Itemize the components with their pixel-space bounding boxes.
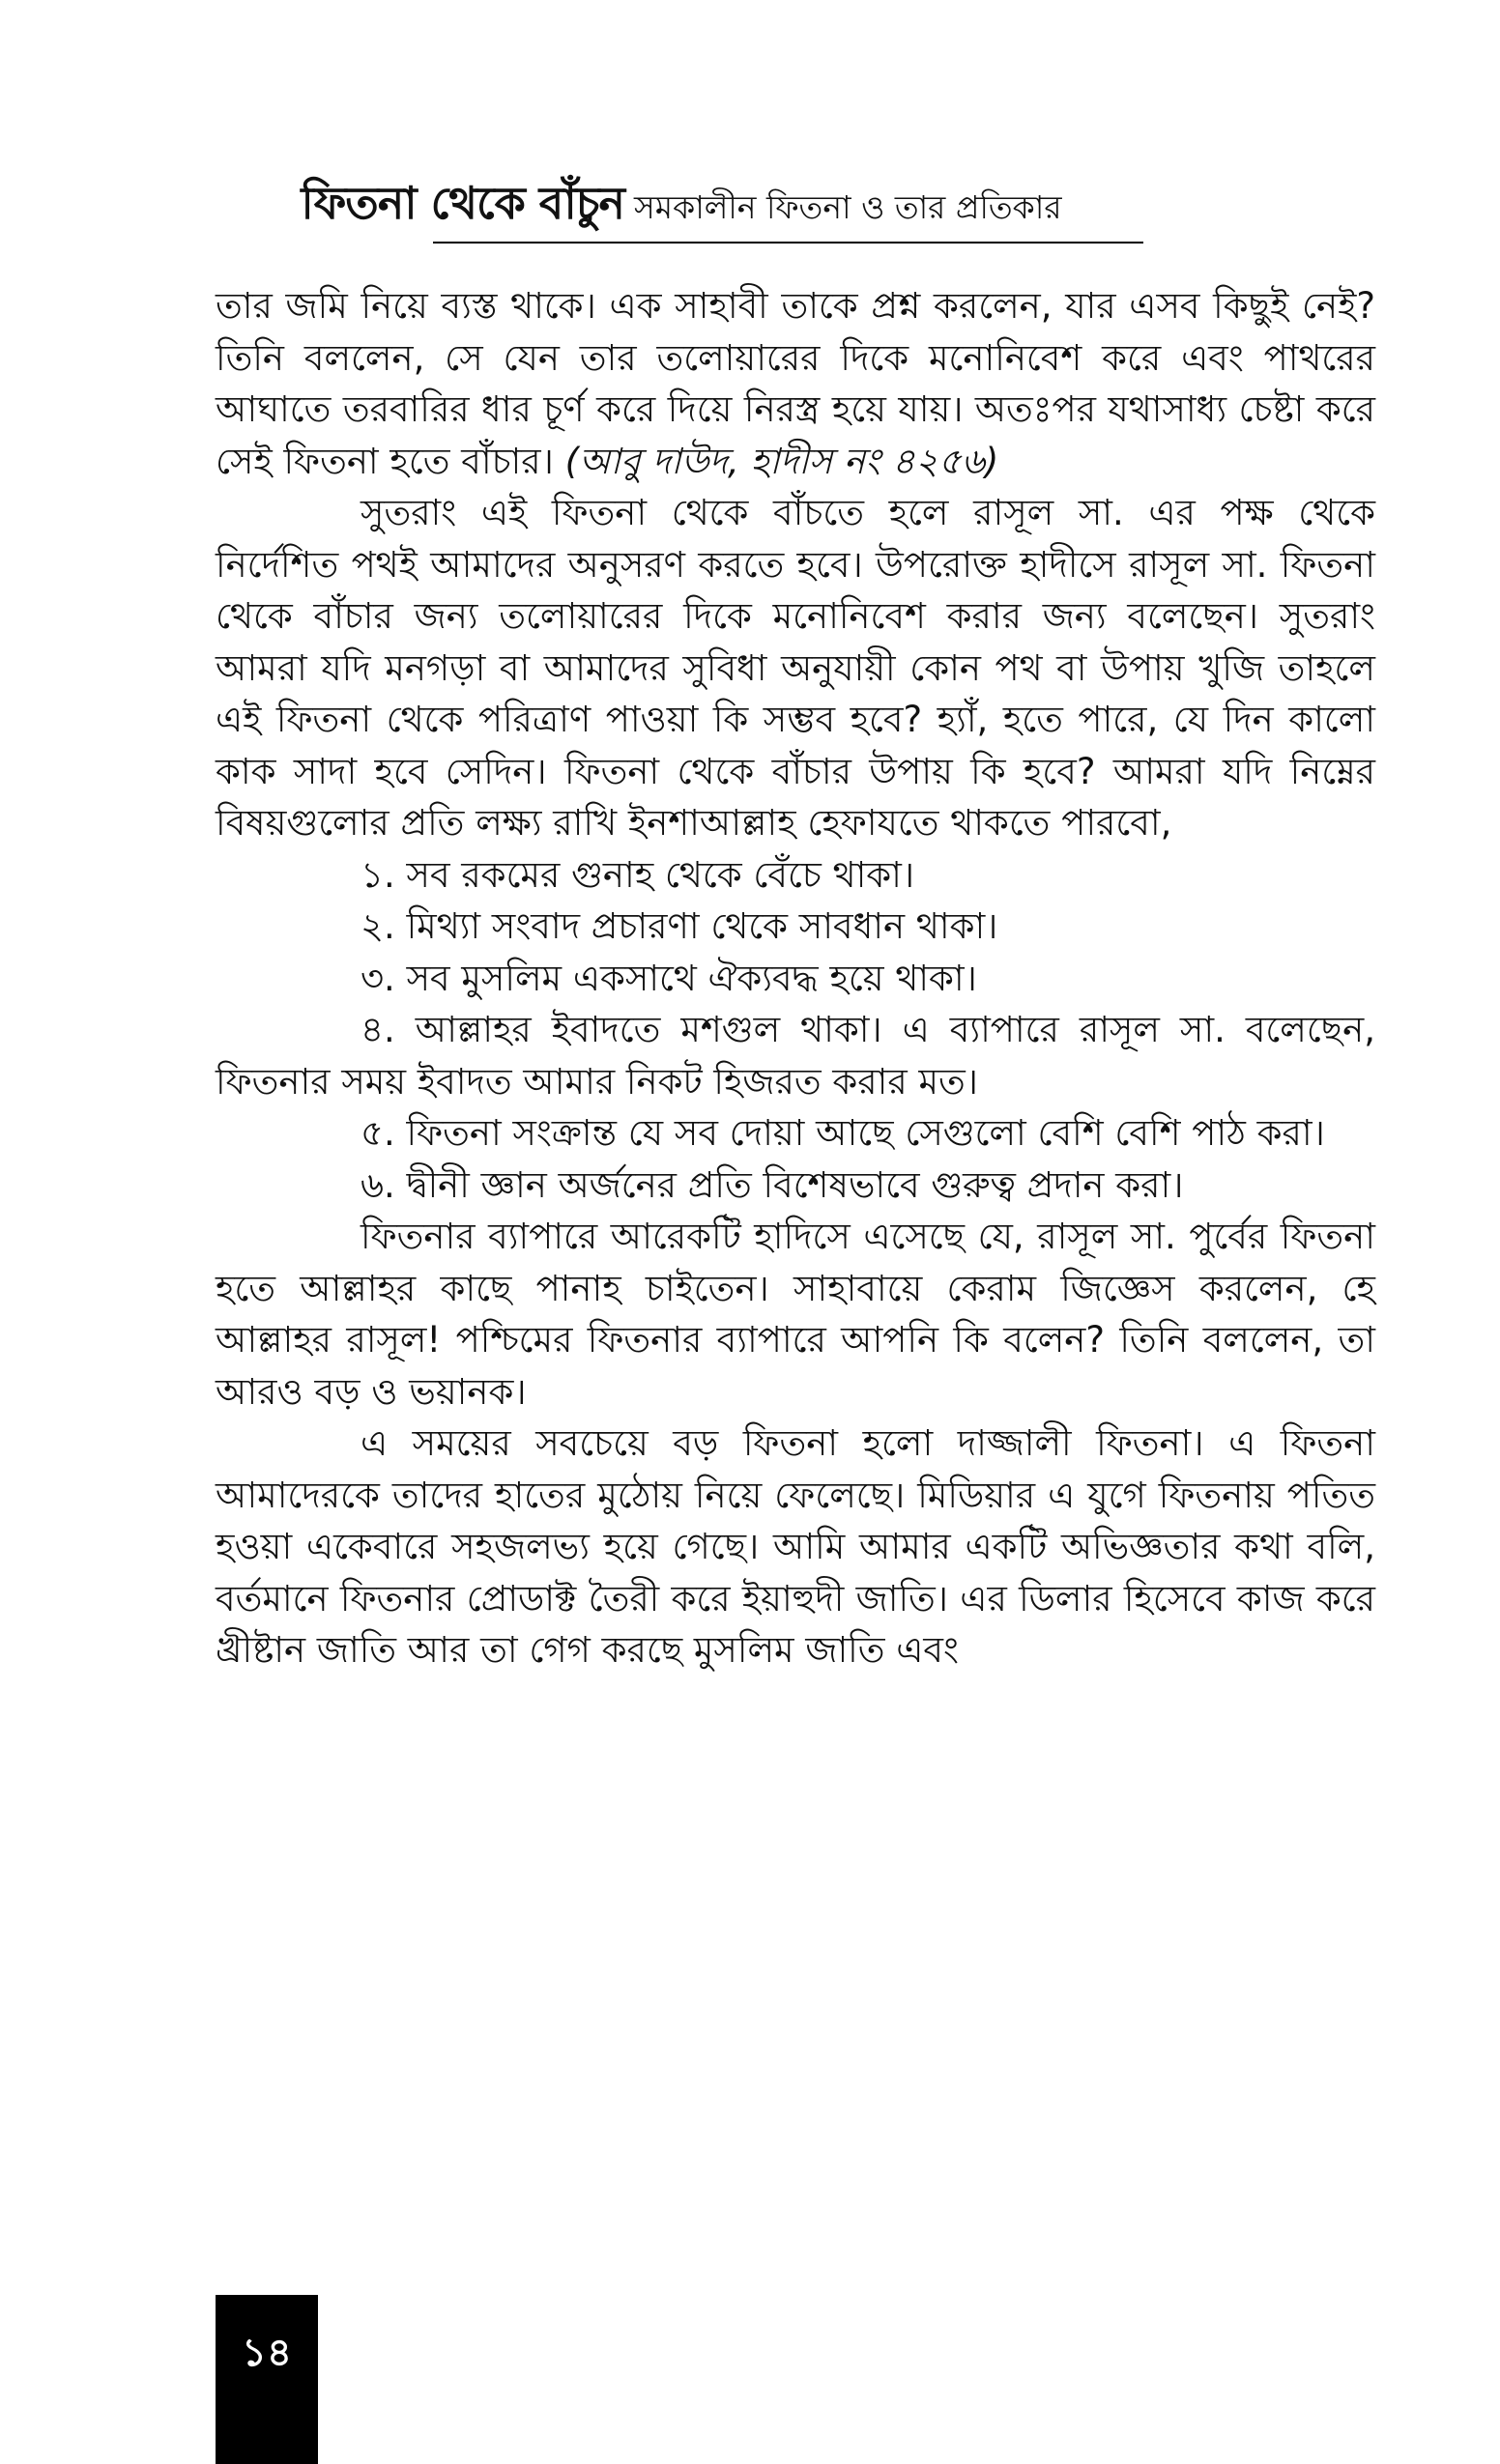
paragraph-4: এ সময়ের সবচেয়ে বড় ফিতনা হলো দাজ্জালী ফিতনা। এ ফিতনা আমাদেরকে তাদের হাতের মুঠোয় নিয়ে ফেলেছে। মিডিয়ার এ যুগে ফিতনায় পতিত হওয়া একেবারে সহজলভ্য হয়ে গেছে। আমি আমার একটি অভিজ্ঞতার কথা বলি, বর্তমানে ফিতনার প্রোডাক্ট তৈরী করে ইয়াহুদী জাতি। এর ডিলার হিসেবে কাজ করে খ্রীষ্টান জাতি আর তা গেগ করছে মুসলিম জাতি এবং <box>216 1422 1375 1671</box>
running-header <box>217 170 1145 244</box>
list-item-6: ৬. দ্বীনী জ্ঞান অর্জনের প্রতি বিশেষভাবে গুরুত্ব প্রদান করা। <box>361 1163 1184 1206</box>
book-subtitle: সমকালীন ফিতনা ও তার প্রতিকার <box>634 188 1062 226</box>
paragraph-1 <box>216 280 1375 487</box>
list-item-3: ৩. সব মুসলিম একসাথে ঐক্যবদ্ধ হয়ে থাকা। <box>361 957 977 999</box>
book-title: ফিতনা থেকে বাঁচুন <box>301 177 624 229</box>
paragraph-3: ফিতনার ব্যাপারে আরেকটি হাদিসে এসেছে যে, রাসূল সা. পুর্বের ফিতনা হতে আল্লাহর কাছে পানাহ চাইতেন। সাহাবায়ে কেরাম জিজ্ঞেস করলেন, হে আল্লাহর রাসূল! পশ্চিমের ফিতনার ব্যাপারে আপনি কি বলেন? তিনি বললেন, তা আরও বড় ও ভয়ানক। <box>216 1216 1375 1413</box>
list-item-2: ২. মিথ্যা সংবাদ প্রচারণা থেকে সাবধান থাকা। <box>361 905 998 947</box>
citation: (আবু দাউদ, হাদীস নং ৪২৫৬) <box>564 440 999 482</box>
list-item-4: ৪. আল্লাহর ইবাদতে মশগুল থাকা। এ ব্যাপারে রাসূল সা. বলেছেন, ফিতনার সময় ইবাদত আমার নিকট হিজরত করার মত। <box>216 1009 1375 1103</box>
header-rule <box>433 242 1143 244</box>
paragraph-2: সুতরাং এই ফিতনা থেকে বাঁচতে হলে রাসূল সা. এর পক্ষ থেকে নির্দেশিত পথই আমাদের অনুসরণ করতে হবে। উপরোক্ত হাদীসে রাসূল সা. ফিতনা থেকে বাঁচার জন্য তলোয়ারের দিকে মনোনিবেশ করার জন্য বলেছেন। সুতরাং আমরা যদি মনগড়া বা আমাদের সুবিধা অনুযায়ী কোন পথ বা উপায় খুজি তাহলে এই ফিতনা থেকে পরিত্রাণ পাওয়া কি সম্ভব হবে? হ্যাঁ, হতে পারে, যে দিন কালো কাক সাদা হবে সেদিন। ফিতনা থেকে বাঁচার উপায় কি হবে? আমরা যদি নিম্নের বিষয়গুলোর প্রতি লক্ষ্য রাখি ইনশাআল্লাহ হেফাযতে থাকতে পারবো, <box>216 492 1375 844</box>
list-item-1: ১. সব রকমের গুনাহ থেকে বেঁচে থাকা। <box>361 853 915 896</box>
page-number: ১৪ <box>242 2331 292 2375</box>
paragraph-1-text: তার জমি নিয়ে ব্যস্ত থাকে। এক সাহাবী তাকে প্রশ্ন করলেন, যার এসব কিছুই নেই? তিনি বললেন, সে যেন তার তলোয়ারের দিকে মনোনিবেশ করে এবং পাথরের আঘাতে তরবারির ধার চূর্ণ করে দিয়ে নিরস্ত্র হয়ে যায়। অতঃপর যথাসাধ্য চেষ্টা করে সেই ফিতনা হতে বাঁচার। <box>216 285 1375 482</box>
page-body <box>216 280 1375 1676</box>
page-number-box <box>216 2295 318 2464</box>
list-item-5: ৫. ফিতনা সংক্রান্ত যে সব দোয়া আছে সেগুলো বেশি বেশি পাঠ করা। <box>361 1112 1325 1154</box>
